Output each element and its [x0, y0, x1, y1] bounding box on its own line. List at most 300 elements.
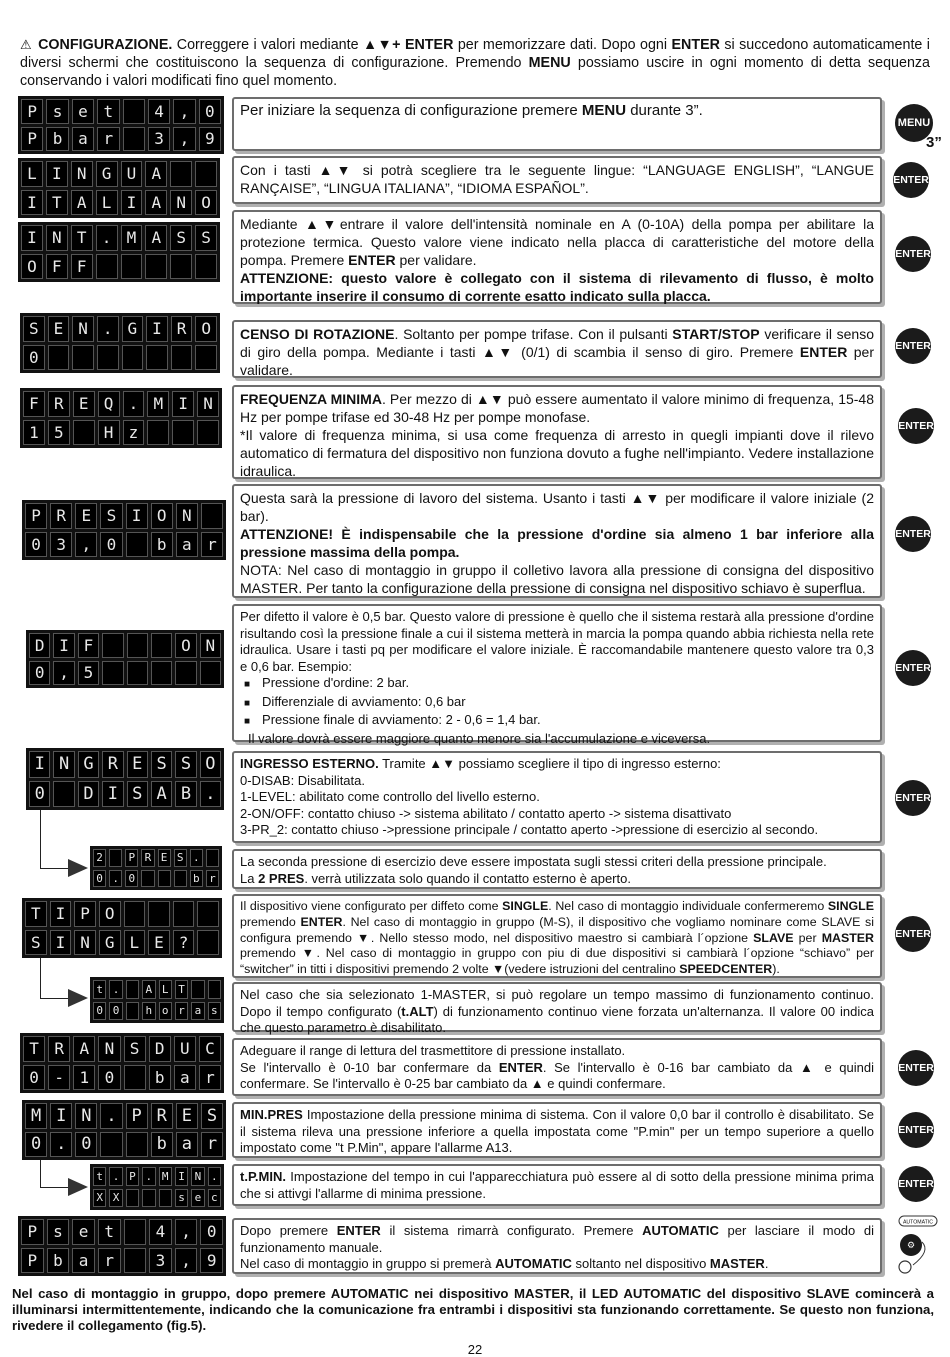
- lcd-cell: [124, 1248, 147, 1274]
- lcd-cell: M: [121, 225, 143, 251]
- lcd-cell: ,: [75, 532, 97, 558]
- three-seconds-label: 3”: [926, 134, 942, 151]
- lcd-sen-giro: [20, 313, 220, 373]
- lcd-cell: [126, 1132, 148, 1158]
- lcd-cell: 5: [78, 661, 99, 686]
- lcd-cell: b: [151, 1132, 173, 1158]
- enter-button-icon: ENTER: [893, 162, 929, 198]
- lcd-cell: S: [170, 225, 192, 251]
- lcd-cell: F: [71, 254, 93, 280]
- lcd-cell: B: [175, 781, 196, 808]
- lcd-cell: a: [176, 1132, 198, 1158]
- lcd-cell: [124, 901, 146, 927]
- footer-note: Nel caso di montaggio in gruppo, dopo premere AUTOMATIC nei dispositivo MASTER, il LED AUTOMATIC del dispositivo SLAVE comincerà a illuminarsi intermittentemente, indicando che la comunicazione fra entrambi i dispositivi sta funzionando correttamente. Se questo non funziona, rivedere il collegamento (fig.5).: [12, 1286, 934, 1333]
- step-presion-box: [232, 484, 882, 598]
- automatic-label: AUTOMATIC: [902, 1219, 934, 1226]
- lcd-cell: [126, 1002, 139, 1021]
- lcd-cell: [102, 633, 123, 658]
- lcd-cell: 0: [29, 781, 50, 808]
- lcd-cell: P: [21, 1248, 44, 1274]
- text: per validare.: [395, 252, 477, 268]
- lcd-pset-start: [18, 96, 224, 154]
- lcd-cell: .: [109, 870, 122, 888]
- bold-text: INGRESSO ESTERNO.: [240, 756, 379, 771]
- lcd-cell: 0: [125, 870, 138, 888]
- enter-button-icon: ENTER: [898, 1166, 934, 1202]
- lcd-cell: I: [21, 190, 43, 216]
- lcd-cell: A: [145, 190, 167, 216]
- lcd-cell: ,: [173, 99, 195, 124]
- step-menu-box: [232, 97, 882, 151]
- text: . verrà utilizzata solo quando il contatto esterno è aperto.: [304, 870, 631, 886]
- menu-button-icon: MENU: [895, 104, 933, 142]
- lcd-cell: A: [142, 980, 155, 999]
- lcd-cell: -: [48, 1065, 70, 1091]
- lcd-cell: [96, 254, 118, 280]
- warning-text: ATTENZIONE: questo valore è collegato con il sistema di rilevamento di flusso, è molto importante inserire il consumo di corrente esatto indicato sulla placca.: [240, 270, 874, 304]
- lcd-cell: T: [23, 1036, 45, 1062]
- lcd-cell: .: [100, 1103, 122, 1129]
- text: Impostazione del tempo in cui l'apparecchiatura può essere al di sotto della pressione minima prima che si attivgi l'allarme di minima pressione.: [240, 1169, 874, 1201]
- bold-text: ENTER: [799, 344, 848, 360]
- lcd-cell: a: [72, 127, 94, 152]
- lcd-cell: ,: [173, 127, 195, 152]
- lcd-ingresso: [26, 748, 224, 810]
- lcd-cell: F: [23, 391, 45, 417]
- bold-text: START/STOP: [672, 326, 760, 342]
- lcd-cell: 9: [199, 127, 221, 152]
- lcd-cell: P: [21, 127, 43, 152]
- bold-text: t.P.MIN.: [240, 1169, 286, 1184]
- bold-text: MASTER: [709, 1256, 765, 1271]
- lcd-cell: t: [93, 980, 106, 999]
- text: Nel caso di montaggio in gruppo si premerà: [240, 1256, 496, 1271]
- lcd-cell: X: [93, 1189, 106, 1208]
- lcd-cell: ,: [175, 1219, 198, 1245]
- lcd-cell: a: [191, 1002, 204, 1021]
- lcd-cell: 1: [73, 1065, 95, 1091]
- lcd-cell: .: [109, 1167, 122, 1186]
- lcd-cell: I: [102, 781, 123, 808]
- svg-text:⚙: ⚙: [906, 1241, 916, 1251]
- lcd-cell: [208, 980, 221, 999]
- text: Per difetto il valore è 0,5 bar. Questo valore di pressione è quello che il sistema restarà alla pressione d'ordine risultando così la pressione finale a cui il sistema metterà in marcia la pompa quando abbia richiesta nella rete idraulica. Usare i tasti pq per modificare el valore iniziale. È raccomandabile mantenere questo valore tra 0,3 e 0,6 bar. Esempio:: [240, 609, 874, 674]
- lcd-cell: ,: [53, 661, 74, 686]
- lcd-cell: R: [171, 316, 193, 342]
- lcd-cell: H: [98, 420, 120, 446]
- lcd-cell: U: [121, 161, 143, 187]
- arrow-head-2: [68, 989, 88, 1007]
- lcd-cell: [126, 1189, 139, 1208]
- lcd-cell: [197, 930, 219, 956]
- page-number: 22: [467, 1342, 483, 1357]
- lcd-cell: I: [175, 1167, 188, 1186]
- lcd-cell: [100, 1132, 122, 1158]
- lcd-cell: 0: [75, 1132, 97, 1158]
- lcd-cell: r: [206, 870, 219, 888]
- lcd-cell: 1: [23, 420, 45, 446]
- lcd-cell: P: [126, 1167, 139, 1186]
- lcd-cell: N: [71, 161, 93, 187]
- lcd-cell: E: [73, 391, 95, 417]
- lcd-cell: O: [200, 751, 221, 778]
- lcd-cell: [197, 901, 219, 927]
- lcd-cell: P: [25, 503, 47, 529]
- lcd-cell: D: [29, 633, 50, 658]
- lcd-cell: 0: [100, 532, 122, 558]
- lcd-cell: 0: [23, 345, 45, 371]
- lcd-cell: 4: [148, 99, 170, 124]
- lcd-cell: O: [21, 254, 43, 280]
- step-rotation-box: [232, 320, 882, 378]
- lcd-cell: T: [175, 980, 188, 999]
- lcd-cell: M: [147, 391, 169, 417]
- text: per validare.: [240, 344, 874, 378]
- step-tipo-box: [232, 894, 882, 978]
- arrow-connector-3: [40, 1160, 71, 1188]
- lcd-cell: P: [21, 1219, 44, 1245]
- lcd-cell: S: [201, 1103, 223, 1129]
- bold-text: ENTER: [498, 1059, 543, 1075]
- lcd-cell: .: [142, 1167, 155, 1186]
- lcd-cell: A: [151, 781, 172, 808]
- text: premendo: [240, 914, 301, 929]
- lcd-2-pres: [90, 846, 222, 890]
- step-lingua-box: [232, 156, 882, 204]
- enter-button-icon: ENTER: [895, 328, 931, 364]
- text: *Il valore di frequenza minima, si usa come frequenza di arresto in quegli impianti dove il rilevo automatico di fermatura del dispositivo non funziona dovuto a fughe nell'impianto. Vedere installazione idraulica.: [240, 427, 874, 479]
- bold-text: SINGLE: [827, 899, 874, 913]
- lcd-cell: I: [53, 633, 74, 658]
- lcd-cell: A: [145, 225, 167, 251]
- lcd-cell: 0: [200, 1219, 223, 1245]
- lcd-cell: [127, 633, 148, 658]
- lcd-cell: h: [142, 1002, 155, 1021]
- lcd-cell: 3: [50, 532, 72, 558]
- lcd-cell: [122, 345, 144, 371]
- lcd-cell: .: [123, 391, 145, 417]
- text: ).: [772, 962, 780, 977]
- lcd-cell: .: [97, 316, 119, 342]
- lcd-cell: 0: [25, 1132, 47, 1158]
- text: Il valore dovrà essere maggiore quanto menore sia l'accumulazione e viceversa.: [248, 730, 711, 746]
- lcd-cell: 4: [149, 1219, 172, 1245]
- lcd-cell: s: [46, 99, 68, 124]
- text: Nel caso che sia selezionato 1-MASTER, si può regolare un tempo massimo di funzionamento continuo. Dopo il tempo configurato (: [240, 987, 874, 1019]
- option-line: 3-PR_2: contatto chiuso ->pressione principale / contatto aperto ->pressione di esercizio al secondo.: [240, 822, 819, 837]
- bold-text: MIN.PRES: [240, 1107, 303, 1122]
- intro-text-3: si succedono automaticamente i diversi schermi che costituiscono la sequenza di configurazione. Premendo: [20, 37, 930, 71]
- lcd-cell: s: [175, 1189, 188, 1208]
- lcd-cell: L: [96, 190, 118, 216]
- text: Adeguare il range di lettura del trasmettitore di pressione installato.: [240, 1043, 626, 1058]
- enter-button-icon: ENTER: [898, 1050, 934, 1086]
- text: premendo ▼. Nel caso di montaggio in gruppo con piu di due dispositivi si cambiarà l´opzione “schiavo” per “switcher” in titti i dispositivi premendo 2 volte ▼(vedere istruzioni del centralino: [240, 946, 874, 977]
- lcd-cell: I: [21, 225, 43, 251]
- lcd-cell: a: [72, 1248, 95, 1274]
- lcd-min-pres: [22, 1100, 226, 1160]
- bold-text: CENSO DI ROTAZIONE: [240, 326, 395, 342]
- lcd-cell: [197, 420, 219, 446]
- text: . Se l'intervallo è 0-16 bar cambiato da ▲ e quindi confermare. Se l'intervallo è 0-25 bar cambiato da ▲ e quindi confermare.: [240, 1059, 874, 1091]
- lcd-cell: S: [127, 781, 148, 808]
- lcd-cell: e: [72, 1219, 95, 1245]
- enter-button-icon: ENTER: [895, 780, 931, 816]
- enter-button-icon: ENTER: [898, 1112, 934, 1148]
- text: durante 3”.: [626, 102, 703, 119]
- lcd-cell: ?: [173, 930, 195, 956]
- lcd-cell: A: [71, 190, 93, 216]
- lcd-cell: M: [25, 1103, 47, 1129]
- text: verificare il senso di giro della pompa. Mediante i tasti ▲▼ (0/1) di scambia il senso di giro. Premere: [240, 326, 875, 360]
- lcd-int-mass: [18, 222, 220, 282]
- lcd-cell: [127, 661, 148, 686]
- lcd-presion: [22, 500, 226, 560]
- lcd-cell: [172, 420, 194, 446]
- step-ingresso-box: [232, 751, 882, 843]
- lcd-cell: 0: [98, 1065, 120, 1091]
- lcd-cell: 0: [23, 1065, 45, 1091]
- lcd-cell: R: [48, 391, 70, 417]
- lcd-cell: O: [175, 633, 196, 658]
- intro-text-2: per memorizzare dati. Dopo ogni: [453, 37, 672, 53]
- lcd-cell: [158, 870, 171, 888]
- lcd-cell: [97, 345, 119, 371]
- bold-text: ENTER: [348, 252, 396, 268]
- lcd-cell: O: [195, 316, 217, 342]
- lcd-cell: b: [190, 870, 203, 888]
- lcd-transduc: [20, 1033, 224, 1093]
- lcd-cell: e: [191, 1189, 204, 1208]
- bold-text: AUTOMATIC: [495, 1256, 572, 1271]
- lcd-cell: 0: [199, 99, 221, 124]
- lcd-cell: T: [46, 190, 68, 216]
- lcd-cell: P: [126, 1103, 148, 1129]
- lcd-cell: [72, 345, 94, 371]
- lcd-cell: b: [47, 1248, 70, 1274]
- lcd-cell: I: [50, 901, 72, 927]
- lcd-lingua: [18, 158, 220, 218]
- lcd-cell: O: [99, 901, 121, 927]
- text: Se l'intervallo è 0-10 bar confermare da: [240, 1059, 499, 1075]
- text: Questa sarà la pressione di lavoro del sistema. Usanto i tasti ▲▼ per modificare il valore iniziale (2 bar).: [240, 490, 874, 524]
- automatic-button-icon: [893, 1215, 941, 1275]
- text: Mediante ▲▼entrare il valore dell'intensità nominale en A (0-10A) della pompa per abilitare la protezione termica. Questo valore viene indicato nella placca di caratteristiche del motore della pompa. Premere: [240, 216, 874, 268]
- step-dif-on-box: [232, 604, 882, 746]
- lcd-cell: [195, 345, 217, 371]
- lcd-cell: r: [97, 127, 119, 152]
- intro-paragraph: [20, 36, 930, 90]
- lcd-cell: [109, 849, 122, 867]
- step-int-mass-box: [232, 210, 882, 304]
- lcd-cell: G: [122, 316, 144, 342]
- text: .: [764, 1256, 769, 1271]
- lcd-tp-min: [90, 1164, 224, 1210]
- lcd-cell: r: [199, 1065, 221, 1091]
- text: Impostazione della pressione minima di sistema. Con il valore 0,0 bar il controllo è disabilitato. Se il sistema rileva una pressione inferiore a quella impostata come "P.min" per un tempo superiore a quello impostato come "t P.Min", appare l'allarme A13.: [240, 1107, 874, 1155]
- warning-text: ATTENZIONE! È indispensabile che la pressione d'ordine sia almeno 1 bar inferiore alla pressione massima della pompa.: [240, 526, 874, 560]
- lcd-cell: [121, 254, 143, 280]
- lcd-cell: G: [78, 751, 99, 778]
- lcd-cell: [148, 901, 170, 927]
- enter-button-icon: ENTER: [895, 916, 931, 952]
- lcd-cell: [159, 1189, 172, 1208]
- lcd-cell: N: [191, 1167, 204, 1186]
- bold-text: 2 PRES: [258, 870, 305, 886]
- enter-button-icon: ENTER: [895, 650, 931, 686]
- lcd-cell: [146, 345, 168, 371]
- step-final-box: [232, 1218, 882, 1274]
- text: Con i tasti ▲▼ si potrà scegliere tra le seguente lingue: “LANGUAGE ENGLISH”, “LANGUE RANÇAISE”, “LINGUA ITALIANA”, “IDIOMA ESPAÑOL”.: [240, 162, 874, 196]
- lcd-cell: .: [208, 1167, 221, 1186]
- lcd-cell: r: [201, 1132, 223, 1158]
- lcd-cell: a: [176, 532, 198, 558]
- lcd-cell: .: [190, 849, 203, 867]
- lcd-cell: s: [208, 1002, 221, 1021]
- bold-text: SINGLE: [502, 899, 549, 913]
- text: soltanto nel dispositivo: [571, 1256, 710, 1271]
- warning-icon: ⚠: [20, 37, 33, 52]
- text: Dopo premere: [240, 1223, 337, 1238]
- lcd-cell: N: [74, 930, 96, 956]
- lcd-cell: 5: [48, 420, 70, 446]
- enter-button-icon: ENTER: [898, 408, 934, 444]
- lcd-cell: a: [174, 1065, 196, 1091]
- text: ) di funzionamento continuo viene forzata un'alternanza. Il valore 00 indica che questo parametro è disabilitato.: [240, 1003, 874, 1035]
- bold-text: MASTER: [821, 930, 875, 945]
- intro-menu: MENU: [528, 55, 571, 71]
- lcd-cell: 9: [200, 1248, 223, 1274]
- text: La: [240, 870, 259, 886]
- lcd-cell: [48, 345, 70, 371]
- text: . Soltanto per pompe trifase. Con il pulsanti: [394, 326, 673, 342]
- step-tp-min-box: [232, 1164, 882, 1206]
- lcd-cell: [201, 503, 223, 529]
- step-transduc-box: [232, 1038, 882, 1096]
- lcd-cell: [124, 1219, 147, 1245]
- lcd-cell: [102, 661, 123, 686]
- lcd-cell: [145, 254, 167, 280]
- lcd-cell: b: [46, 127, 68, 152]
- lcd-cell: 2: [93, 849, 106, 867]
- lcd-cell: R: [50, 503, 72, 529]
- lcd-cell: o: [159, 1002, 172, 1021]
- lcd-cell: T: [25, 901, 47, 927]
- lcd-cell: t: [98, 1219, 121, 1245]
- arrow-head-1: [68, 859, 88, 877]
- option-line: 1-LEVEL: abilitato come controllo del livello esterno.: [240, 789, 540, 804]
- text: La seconda pressione di esercizio deve essere impostata sugli stessi criteri della pressione principale.: [240, 854, 827, 869]
- bold-text: ENTER: [300, 914, 343, 929]
- lcd-cell: z: [123, 420, 145, 446]
- lcd-cell: s: [47, 1219, 70, 1245]
- bold-text: AUTOMATIC: [642, 1223, 719, 1238]
- lcd-cell: L: [21, 161, 43, 187]
- lcd-cell: E: [158, 849, 171, 867]
- option-line: 2-ON/OFF: contatto chiuso -> sistema abilitato / contatto aperto -> sistema disattivato: [240, 805, 732, 821]
- text: il sistema rimarrà configurato. Premere: [380, 1223, 643, 1238]
- lcd-cell: I: [50, 930, 72, 956]
- lcd-cell: [126, 532, 148, 558]
- lcd-cell: X: [109, 1189, 122, 1208]
- lcd-cell: N: [200, 633, 221, 658]
- lcd-cell: [170, 254, 192, 280]
- text: . Per mezzo di ▲▼ può essere aumentato il valore minimo di frequenza, 15-48 Hz per pompe trifase ed 30-48 Hz per pompe monofase.: [240, 391, 874, 425]
- lcd-cell: N: [98, 1036, 120, 1062]
- lcd-cell: E: [148, 930, 170, 956]
- bold-text: FREQUENZA MINIMA: [240, 391, 382, 407]
- arrow-connector-2: [40, 958, 71, 999]
- text: NOTA: Nel caso di montaggio in gruppo il colletivo lavora alla pressione di consigna del dispositivo MASTER. Per tanto la configurazione della pressione di consigna nel dispositivo schiavo è superflua.: [240, 562, 874, 596]
- lcd-cell: [151, 633, 172, 658]
- arrow-connector-1: [40, 810, 71, 869]
- example-list: [240, 675, 874, 731]
- lcd-dif-on: [26, 630, 224, 688]
- lcd-cell: N: [53, 751, 74, 778]
- lcd-cell: [175, 661, 196, 686]
- lcd-cell: S: [124, 1036, 146, 1062]
- enter-button-icon: ENTER: [895, 516, 931, 552]
- lcd-cell: I: [126, 503, 148, 529]
- lcd-cell: [206, 849, 219, 867]
- arrow-keys-icon: ▲▼+: [362, 37, 405, 53]
- lcd-cell: [200, 661, 221, 686]
- lcd-tipo: [22, 898, 222, 958]
- lcd-cell: N: [170, 190, 192, 216]
- lcd-cell: I: [172, 391, 194, 417]
- intro-enter-2: ENTER: [671, 37, 720, 53]
- lcd-cell: [170, 161, 192, 187]
- lcd-cell: C: [199, 1036, 221, 1062]
- lcd-cell: 0: [25, 532, 47, 558]
- lcd-cell: F: [46, 254, 68, 280]
- lcd-cell: A: [73, 1036, 95, 1062]
- lcd-cell: E: [75, 503, 97, 529]
- lcd-cell: N: [75, 1103, 97, 1129]
- lcd-cell: N: [197, 391, 219, 417]
- lcd-cell: I: [121, 190, 143, 216]
- lcd-cell: R: [102, 751, 123, 778]
- lcd-cell: [151, 661, 172, 686]
- lcd-cell: [124, 1065, 146, 1091]
- lcd-cell: L: [159, 980, 172, 999]
- lcd-t-alt: [90, 977, 224, 1023]
- text: Per iniziare la sequenza di configurazione premere: [240, 102, 582, 119]
- lcd-cell: I: [46, 161, 68, 187]
- text: per lasciare il modo di funzionamento manuale.: [240, 1223, 874, 1255]
- lcd-cell: I: [146, 316, 168, 342]
- lcd-cell: r: [201, 532, 223, 558]
- text: Il dispositivo viene configurato per diffeto come: [240, 899, 503, 913]
- lcd-cell: F: [78, 633, 99, 658]
- lcd-cell: P: [74, 901, 96, 927]
- lcd-cell: 3: [149, 1248, 172, 1274]
- lcd-cell: U: [174, 1036, 196, 1062]
- step-freq-min-box: [232, 385, 882, 479]
- lcd-cell: [123, 127, 145, 152]
- lcd-cell: [195, 254, 217, 280]
- lcd-cell: R: [151, 1103, 173, 1129]
- lcd-cell: S: [175, 751, 196, 778]
- lcd-cell: r: [98, 1248, 121, 1274]
- list-item: ■ Pressione d'ordine: 2 bar.: [266, 675, 874, 694]
- lcd-cell: N: [46, 225, 68, 251]
- lcd-cell: L: [124, 930, 146, 956]
- lcd-cell: [53, 781, 74, 808]
- lcd-cell: [141, 870, 154, 888]
- lcd-cell: e: [72, 99, 94, 124]
- lcd-cell: I: [50, 1103, 72, 1129]
